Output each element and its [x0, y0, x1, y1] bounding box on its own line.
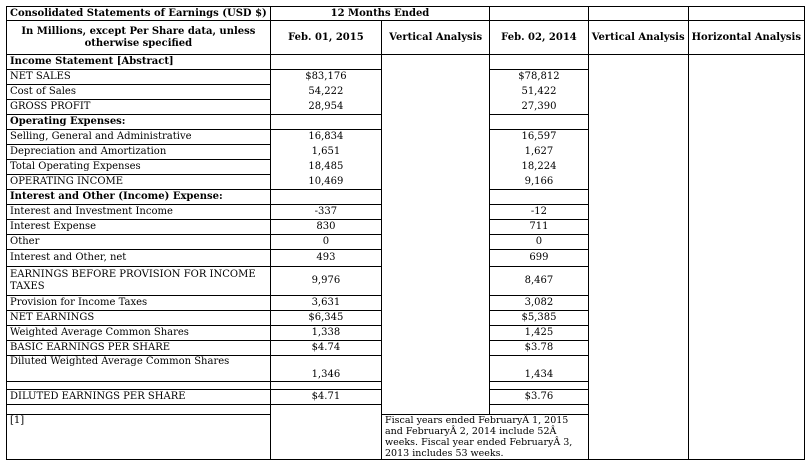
row-label: BASIC EARNINGS PER SHARE: [7, 341, 271, 356]
value-2015: 1,346: [270, 356, 381, 382]
statement-body: [7, 55, 805, 460]
col-header-vertical-2015: Vertical Analysis: [382, 21, 490, 55]
value-2015: 3,631: [270, 296, 381, 311]
value-2015: 830: [270, 220, 381, 235]
row-label: Diluted Weighted Average Common Shares: [7, 356, 271, 382]
value-2014: $5,385: [490, 311, 588, 326]
table-row: [7, 390, 805, 405]
value-2015: 493: [270, 250, 381, 267]
value-2014: 711: [490, 220, 588, 235]
value-2015: 1,651: [270, 145, 381, 160]
value-2014: $3.76: [490, 390, 588, 405]
row-label: Interest and Investment Income: [7, 205, 271, 220]
value-2014: $78,812: [490, 70, 588, 85]
table-row: [7, 326, 805, 341]
value-2014: $3.78: [490, 341, 588, 356]
table-row: [7, 190, 805, 205]
footnote-marker: [1]: [7, 415, 271, 460]
value-2015: 18,485: [270, 160, 381, 175]
value-2014: 51,422: [490, 85, 588, 100]
value-2014: 1,627: [490, 145, 588, 160]
row-label: Other: [7, 235, 271, 250]
col-header-horizontal: Horizontal Analysis: [688, 21, 804, 55]
value-2015: 16,834: [270, 130, 381, 145]
row-label: Operating Expenses:: [7, 115, 271, 130]
table-row: [7, 220, 805, 235]
table-row: [7, 267, 805, 296]
col-header-vertical-2014: Vertical Analysis: [588, 21, 688, 55]
value-2014: 8,467: [490, 267, 588, 296]
table-row: [7, 341, 805, 356]
value-2014: 1,434: [490, 356, 588, 382]
table-row: [7, 250, 805, 267]
footnote-row: [7, 415, 805, 460]
value-2015: $4.71: [270, 390, 381, 405]
table-row: [7, 160, 805, 175]
value-2015: $4.74: [270, 341, 381, 356]
period-group-header: 12 Months Ended: [270, 7, 489, 21]
table-row: [7, 100, 805, 115]
value-2014: 699: [490, 250, 588, 267]
col-header-feb-2014: Feb. 02, 2014: [490, 21, 588, 55]
table-row: [7, 115, 805, 130]
row-label: NET EARNINGS: [7, 311, 271, 326]
row-label: Weighted Average Common Shares: [7, 326, 271, 341]
row-label: DILUTED EARNINGS PER SHARE: [7, 390, 271, 405]
earnings-table: [6, 6, 805, 460]
statement-subtitle: In Millions, except Per Share data, unless otherwise specified: [7, 21, 271, 55]
value-2014: -12: [490, 205, 588, 220]
value-2015: 28,954: [270, 100, 381, 115]
table-row: [7, 70, 805, 85]
value-2014: 3,082: [490, 296, 588, 311]
table-row: [7, 356, 805, 382]
value-2014: 16,597: [490, 130, 588, 145]
table-row: [7, 130, 805, 145]
row-label: GROSS PROFIT: [7, 100, 271, 115]
table-row: [7, 311, 805, 326]
table-row: [7, 55, 805, 70]
row-label: NET SALES: [7, 70, 271, 85]
value-2015: 9,976: [270, 267, 381, 296]
table-row: [7, 175, 805, 190]
footnote-text: Fiscal years ended FebruaryÂ 1, 2015 and FebruaryÂ 2, 2014 include 52Â weeks. Fiscal year ended FebruaryÂ 3, 2013 includes 53 weeks.: [382, 415, 589, 460]
row-label: Depreciation and Amortization: [7, 145, 271, 160]
row-label: Cost of Sales: [7, 85, 271, 100]
row-label: Interest Expense: [7, 220, 271, 235]
statement-title: Consolidated Statements of Earnings (USD $): [7, 7, 271, 21]
row-label: OPERATING INCOME: [7, 175, 271, 190]
value-2015: 10,469: [270, 175, 381, 190]
table-row: [7, 85, 805, 100]
table-row: [7, 235, 805, 250]
value-2015: 0: [270, 235, 381, 250]
row-label: EARNINGS BEFORE PROVISION FOR INCOME TAXES: [7, 267, 271, 296]
value-2015: 1,338: [270, 326, 381, 341]
row-label: Interest and Other (Income) Expense:: [7, 190, 271, 205]
table-row: [7, 296, 805, 311]
value-2014: 9,166: [490, 175, 588, 190]
value-2014: 1,425: [490, 326, 588, 341]
earnings-statement: [6, 6, 805, 460]
value-2015: $83,176: [270, 70, 381, 85]
value-2014: 27,390: [490, 100, 588, 115]
row-label: Income Statement [Abstract]: [7, 55, 271, 70]
value-2015: 54,222: [270, 85, 381, 100]
col-header-feb-2015: Feb. 01, 2015: [270, 21, 381, 55]
value-2014: 18,224: [490, 160, 588, 175]
row-label: Interest and Other, net: [7, 250, 271, 267]
row-label: Selling, General and Administrative: [7, 130, 271, 145]
value-2015: -337: [270, 205, 381, 220]
value-2015: $6,345: [270, 311, 381, 326]
row-label: Provision for Income Taxes: [7, 296, 271, 311]
value-2014: 0: [490, 235, 588, 250]
row-label: Total Operating Expenses: [7, 160, 271, 175]
table-row: [7, 205, 805, 220]
table-row: [7, 145, 805, 160]
